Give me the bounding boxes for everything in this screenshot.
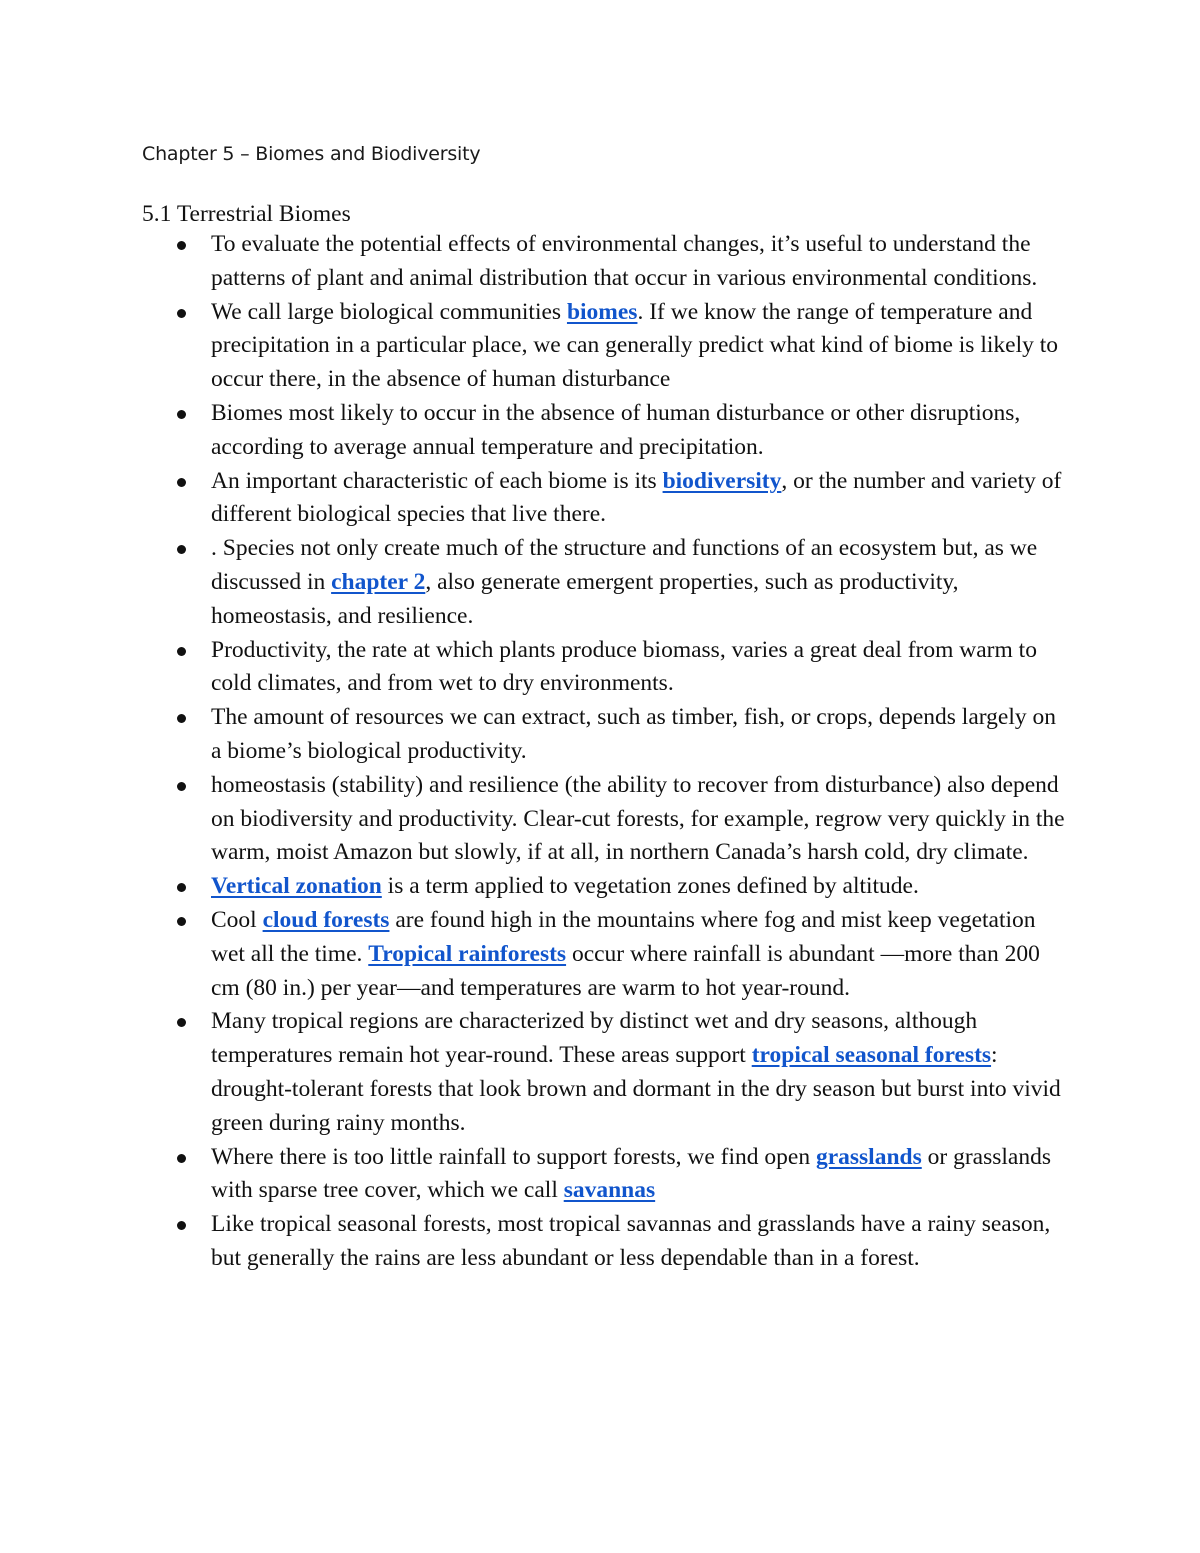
- bullet-dot-icon: [177, 241, 186, 250]
- text-segment: , also generate emergent properties, such as productivity, homeostasis, and resilience.: [211, 568, 959, 629]
- bullet-dot-icon: [177, 545, 186, 554]
- bullet-list: [142, 228, 1072, 1276]
- list-item: [142, 296, 1072, 397]
- text-segment: To evaluate the potential effects of environmental changes, it’s useful to understand the patterns of plant and animal distribution that occur in various environmental conditions.: [211, 231, 1038, 291]
- bullet-dot-icon: [177, 883, 186, 892]
- text-segment: Like tropical seasonal forests, most tropical savannas and grasslands have a rainy season, but generally the rains are less abundant or less dependable than in a forest.: [211, 1211, 1051, 1271]
- list-item: [142, 701, 1072, 769]
- list-item: [142, 228, 1072, 296]
- bullet-text: [211, 634, 1072, 702]
- text-segment: , or the number and variety of different biological species that live there.: [211, 467, 1062, 528]
- bullet-dot-icon: [177, 309, 186, 318]
- text-segment: Where there is too little rainfall to support forests, we find open: [211, 1143, 816, 1170]
- bullet-text: [211, 1208, 1072, 1276]
- glossary-term-link[interactable]: Vertical zonation: [211, 873, 382, 900]
- list-item: [142, 634, 1072, 702]
- text-segment: Biomes most likely to occur in the absence of human disturbance or other disruptions, according to average annual temperature and precipitation.: [211, 399, 1021, 460]
- text-segment: is a term applied to vegetation zones defined by altitude.: [381, 873, 919, 900]
- bullet-text: [211, 1141, 1072, 1209]
- bullet-dot-icon: [177, 410, 186, 419]
- list-item: [142, 870, 1072, 904]
- list-item: [142, 532, 1072, 633]
- bullet-text: [211, 1005, 1072, 1140]
- list-item: [142, 769, 1072, 870]
- glossary-term-link[interactable]: Tropical rainforests: [368, 940, 567, 967]
- text-segment: Many tropical regions are characterized by distinct wet and dry seasons, although temperatures remain hot year-round. These areas support: [211, 1008, 978, 1069]
- text-segment: Cool: [211, 906, 263, 933]
- list-item: [142, 1141, 1072, 1209]
- list-item: [142, 904, 1072, 1005]
- bullet-text: [211, 904, 1072, 1005]
- glossary-term-link[interactable]: chapter 2: [331, 568, 426, 595]
- bullet-dot-icon: [177, 782, 186, 791]
- bullet-dot-icon: [177, 917, 186, 926]
- text-segment: occur where rainfall is abundant —more than 200 cm (80 in.) per year—and temperatures are warm to hot year-round.: [211, 940, 1040, 1001]
- list-item: [142, 397, 1072, 465]
- text-segment: An important characteristic of each biome is its: [211, 467, 663, 494]
- section-heading: 5.1 Terrestrial Biomes: [142, 201, 351, 227]
- bullet-text: [211, 397, 1072, 465]
- bullet-dot-icon: [177, 478, 186, 487]
- glossary-term-link[interactable]: tropical seasonal forests: [751, 1042, 992, 1069]
- glossary-term-link[interactable]: biodiversity: [662, 467, 782, 494]
- glossary-term-link[interactable]: biomes: [566, 298, 638, 325]
- bullet-dot-icon: [177, 1018, 186, 1027]
- text-segment: homeostasis (stability) and resilience (the ability to recover from disturbance) also depend on biodiversity and productivity. Clear-cut forests, for example, regrow very quickly in the warm, moist Amazon but slowly, if at all, in northern Canada’s harsh cold, dry climate.: [211, 771, 1065, 866]
- text-segment: . Species not only create much of the structure and functions of an ecosystem but, as we discussed in: [211, 535, 1038, 595]
- bullet-text: [211, 296, 1072, 397]
- list-item: [142, 1208, 1072, 1276]
- bullet-text: [211, 465, 1072, 533]
- bullet-text: [211, 870, 1072, 904]
- chapter-title: Chapter 5 – Biomes and Biodiversity: [142, 143, 481, 165]
- bullet-text: [211, 701, 1072, 769]
- list-item: [142, 465, 1072, 533]
- glossary-term-link[interactable]: savannas: [563, 1177, 656, 1204]
- glossary-term-link[interactable]: grasslands: [815, 1143, 922, 1170]
- bullet-dot-icon: [177, 714, 186, 723]
- bullet-dot-icon: [177, 647, 186, 656]
- text-segment: We call large biological communities: [211, 298, 567, 325]
- text-segment: The amount of resources we can extract, such as timber, fish, or crops, depends largely on a biome’s biological productivity.: [211, 704, 1057, 764]
- text-segment: : drought-tolerant forests that look brown and dormant in the dry season but burst into vivid green during rainy months.: [211, 1042, 1061, 1136]
- bullet-text: [211, 532, 1072, 633]
- bullet-dot-icon: [177, 1221, 186, 1230]
- list-item: [142, 1005, 1072, 1140]
- text-segment: or grasslands with sparse tree cover, which we call: [211, 1143, 1051, 1204]
- bullet-text: [211, 769, 1072, 870]
- text-segment: are found high in the mountains where fog and mist keep vegetation wet all the time.: [211, 906, 1036, 967]
- text-segment: . If we know the range of temperature and precipitation in a particular place, we can generally predict what kind of biome is likely to occur there, in the absence of human disturbance: [211, 298, 1058, 393]
- bullet-text: [211, 228, 1072, 296]
- glossary-term-link[interactable]: cloud forests: [262, 906, 390, 933]
- text-segment: Productivity, the rate at which plants produce biomass, varies a great deal from warm to cold climates, and from wet to dry environments.: [211, 636, 1037, 697]
- bullet-dot-icon: [177, 1154, 186, 1163]
